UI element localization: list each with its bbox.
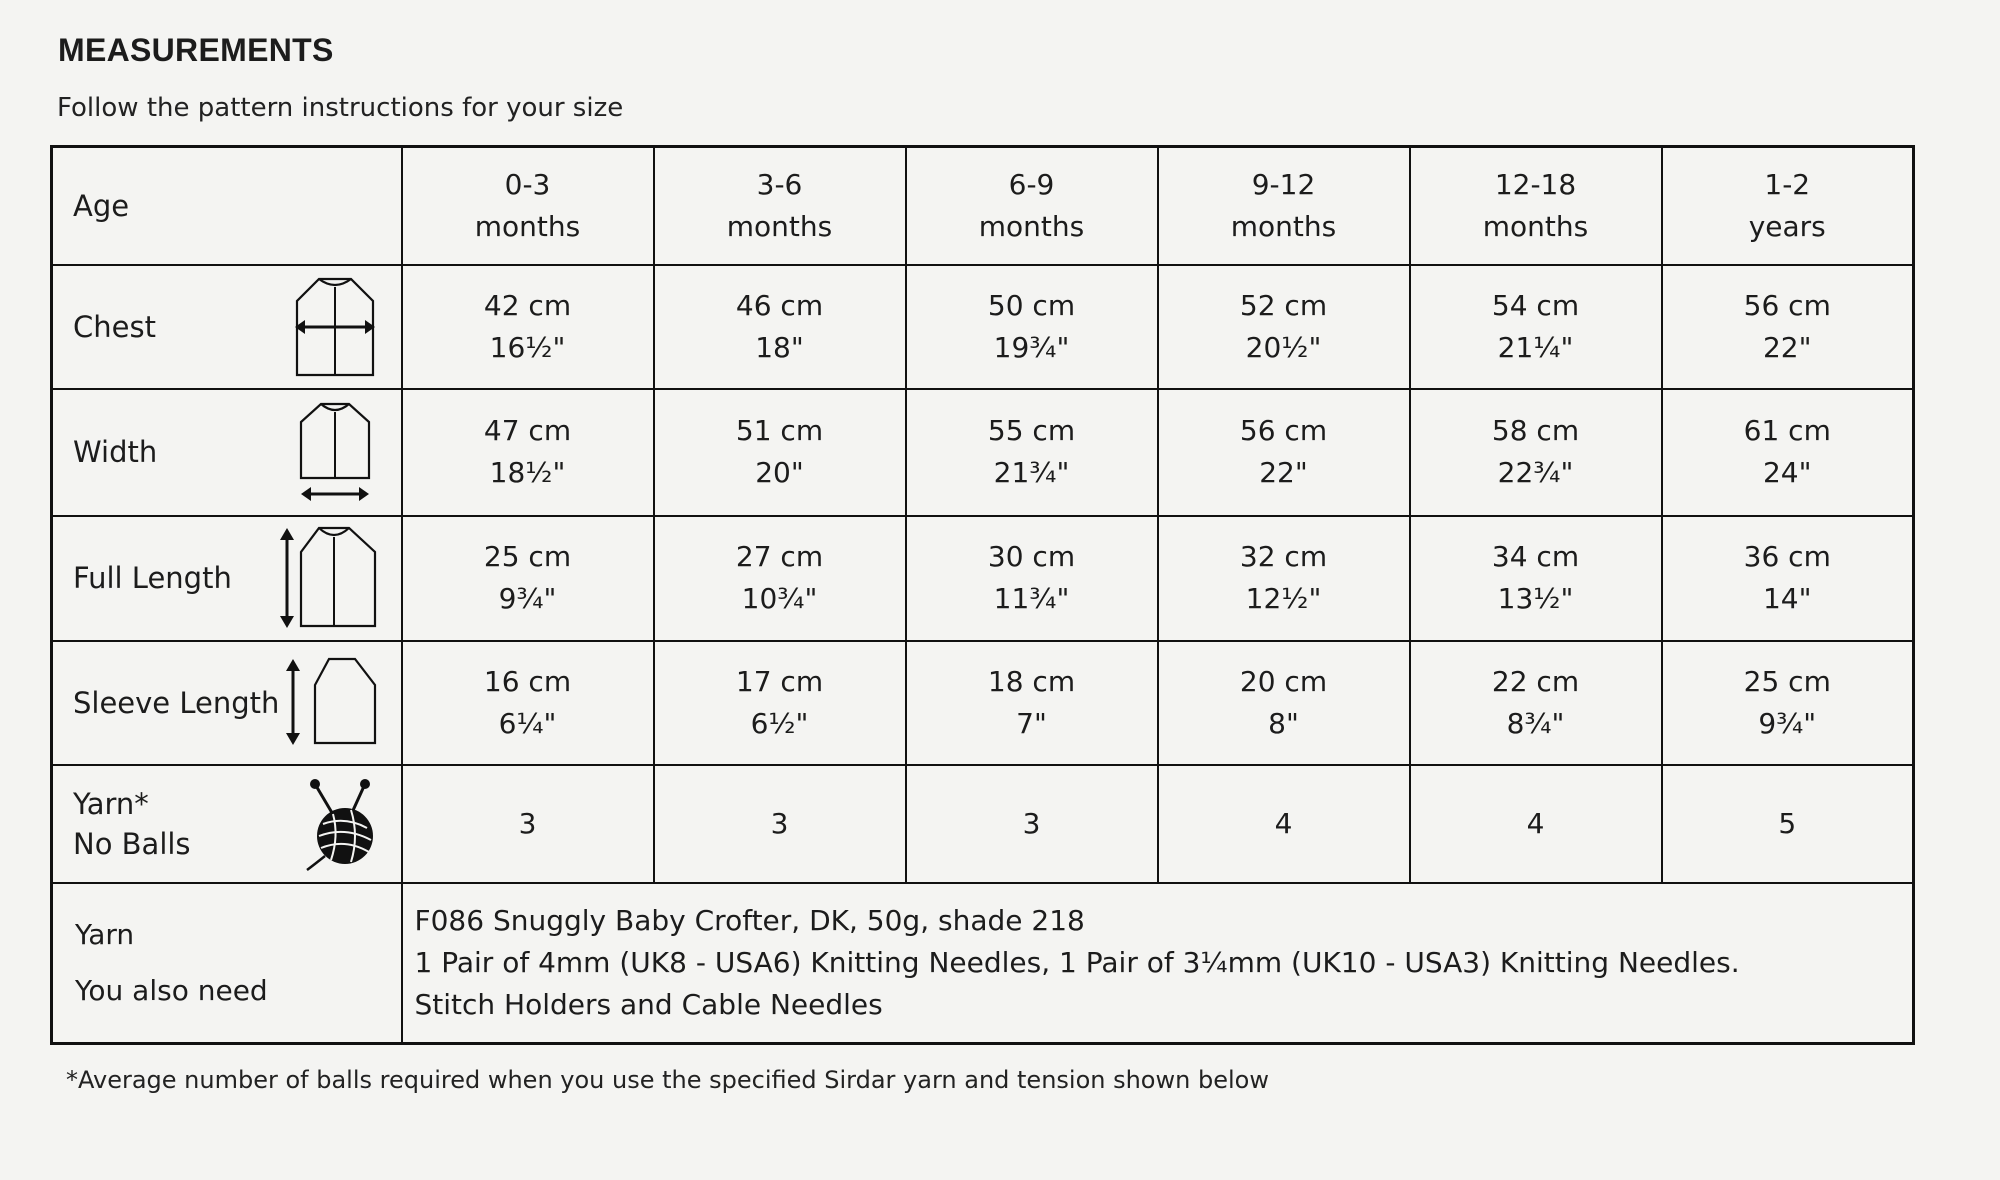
value-cell — [1410, 516, 1662, 641]
value-cell — [1662, 641, 1914, 765]
measurements-table — [50, 145, 1915, 1045]
value-in: 12½" — [1245, 582, 1322, 615]
value-cm: 36 cm — [1743, 540, 1831, 573]
size-range: 0-3 — [504, 167, 551, 201]
materials-info-cell — [402, 883, 1914, 1044]
value-cm: 61 cm — [1743, 414, 1831, 447]
width-row — [52, 389, 1914, 516]
full-length-measure-icon — [275, 524, 383, 632]
value-in: 6¼" — [498, 706, 557, 740]
yarn-balls-label — [73, 784, 191, 864]
value-cm: 32 cm — [1239, 540, 1328, 573]
row-label: Chest — [73, 309, 156, 344]
value-cm: 58 cm — [1491, 414, 1580, 447]
size-header — [1158, 147, 1410, 265]
value-cm: 50 cm — [987, 288, 1076, 322]
sleeve-length-header-cell — [52, 641, 402, 765]
size-unit: months — [726, 209, 833, 243]
sleeve-length-measure-icon — [281, 657, 381, 749]
full-length-header-cell — [52, 516, 402, 641]
full-length-row — [52, 516, 1914, 641]
value-in: 18½" — [489, 456, 566, 489]
row-label: Width — [73, 435, 158, 469]
row-label: Sleeve Length — [73, 685, 280, 720]
value-cm: 56 cm — [1239, 414, 1328, 447]
size-range: 6-9 — [1008, 167, 1055, 201]
materials-labels-cell — [52, 883, 402, 1044]
yarn-label: Yarn* — [73, 786, 149, 821]
value-in: 6½" — [750, 706, 809, 740]
yarn-balls-row — [52, 765, 1914, 883]
size-range: 3-6 — [756, 167, 803, 201]
value-cell — [654, 265, 906, 389]
value-cm: 56 cm — [1743, 288, 1831, 322]
value-in: 10¾" — [741, 582, 818, 615]
value-in: 14" — [1762, 582, 1812, 615]
no-balls-label: No Balls — [73, 826, 191, 861]
value-cell — [1662, 389, 1914, 516]
you-also-need-label: You also need — [75, 973, 268, 1007]
size-header — [654, 147, 906, 265]
materials-row — [52, 883, 1914, 1044]
value-cell — [1158, 265, 1410, 389]
value-cell — [906, 265, 1158, 389]
value-cm: 20 cm — [1239, 664, 1328, 698]
value-cm: 25 cm — [1743, 664, 1831, 698]
value-in: 22" — [1762, 330, 1812, 364]
size-unit: years — [1748, 209, 1826, 243]
sleeve-length-row — [52, 641, 1914, 765]
value-cm: 17 cm — [735, 664, 824, 698]
value-in: 22¾" — [1497, 456, 1574, 489]
value-cm: 55 cm — [987, 414, 1076, 447]
value-cell — [1158, 389, 1410, 516]
value-cell: 4 — [1158, 765, 1410, 883]
value-cell — [402, 641, 654, 765]
value-in: 13½" — [1497, 582, 1574, 615]
size-header — [906, 147, 1158, 265]
needles-spec: 1 Pair of 4mm (UK8 - USA6) Knitting Needles, 1 Pair of 3¼mm (UK10 - USA3) Knitting Needles. — [414, 945, 1740, 979]
page-subtitle: Follow the pattern instructions for your size — [57, 93, 624, 123]
value-cm: 51 cm — [735, 414, 824, 447]
size-header — [1410, 147, 1662, 265]
footnote: *Average number of balls required when you use the specified Sirdar yarn and tension shown below — [66, 1066, 1269, 1094]
value-in: 19¾" — [993, 330, 1070, 364]
width-measure-icon — [293, 400, 377, 504]
value-cell: 3 — [906, 765, 1158, 883]
value-in: 18" — [755, 330, 804, 364]
value-in: 20" — [755, 456, 804, 489]
value-in: 11¾" — [993, 582, 1070, 615]
value-cell: 5 — [1662, 765, 1914, 883]
size-unit: months — [474, 209, 581, 243]
value-cell: 3 — [654, 765, 906, 883]
value-cell — [1410, 389, 1662, 516]
value-cm: 18 cm — [987, 664, 1076, 698]
value-in: 8¾" — [1506, 706, 1565, 740]
value-in: 22" — [1259, 456, 1308, 489]
value-cm: 52 cm — [1239, 288, 1328, 322]
value-cell — [906, 516, 1158, 641]
value-cell — [906, 389, 1158, 516]
row-label: Full Length — [73, 561, 232, 595]
value-in: 21¼" — [1497, 330, 1574, 364]
value-in: 9¾" — [498, 582, 557, 615]
page-title: MEASUREMENTS — [58, 32, 334, 68]
value-cm: 25 cm — [483, 540, 572, 573]
extras-spec: Stitch Holders and Cable Needles — [414, 987, 883, 1021]
value-cell — [1410, 641, 1662, 765]
value-cell — [1662, 265, 1914, 389]
value-in: 20½" — [1245, 330, 1322, 364]
age-label: Age — [73, 188, 130, 223]
value-cm: 27 cm — [735, 540, 824, 573]
age-header-cell — [52, 147, 402, 265]
chest-measure-icon — [289, 275, 381, 379]
size-range: 1-2 — [1764, 167, 1811, 201]
value-cm: 47 cm — [483, 414, 572, 447]
yarn-spec: F086 Snuggly Baby Crofter, DK, 50g, shade 218 — [414, 903, 1085, 937]
size-unit: months — [978, 209, 1085, 243]
value-cell — [402, 516, 654, 641]
chest-row — [52, 265, 1914, 389]
value-in: 24" — [1762, 456, 1812, 489]
size-range: 9-12 — [1251, 167, 1316, 201]
age-row — [52, 147, 1914, 265]
size-header — [402, 147, 654, 265]
value-cell — [906, 641, 1158, 765]
size-header — [1662, 147, 1914, 265]
size-range: 12-18 — [1494, 167, 1577, 201]
size-unit: months — [1482, 209, 1589, 243]
value-in: 8" — [1268, 706, 1299, 740]
value-cell: 4 — [1410, 765, 1662, 883]
value-cell — [402, 265, 654, 389]
value-cell — [654, 389, 906, 516]
value-cm: 16 cm — [483, 664, 572, 698]
value-cell — [1158, 516, 1410, 641]
yarn-ball-icon — [305, 776, 383, 872]
value-in: 9¾" — [1758, 706, 1817, 740]
value-in: 16½" — [489, 330, 566, 364]
value-cell — [1158, 641, 1410, 765]
value-cm: 54 cm — [1491, 288, 1580, 322]
value-in: 7" — [1016, 706, 1047, 740]
yarn-balls-header-cell — [52, 765, 402, 883]
chest-header-cell — [52, 265, 402, 389]
value-cm: 46 cm — [735, 288, 824, 322]
value-cell — [1410, 265, 1662, 389]
width-header-cell — [52, 389, 402, 516]
value-cm: 42 cm — [483, 288, 572, 322]
value-cm: 30 cm — [987, 540, 1076, 573]
value-cell — [402, 389, 654, 516]
yarn-material-label: Yarn — [75, 917, 135, 951]
value-cell — [654, 641, 906, 765]
value-cm: 34 cm — [1491, 540, 1580, 573]
value-cell: 3 — [402, 765, 654, 883]
value-cm: 22 cm — [1491, 664, 1580, 698]
value-in: 21¾" — [993, 456, 1070, 489]
value-cell — [654, 516, 906, 641]
value-cell — [1662, 516, 1914, 641]
size-unit: months — [1230, 209, 1337, 243]
